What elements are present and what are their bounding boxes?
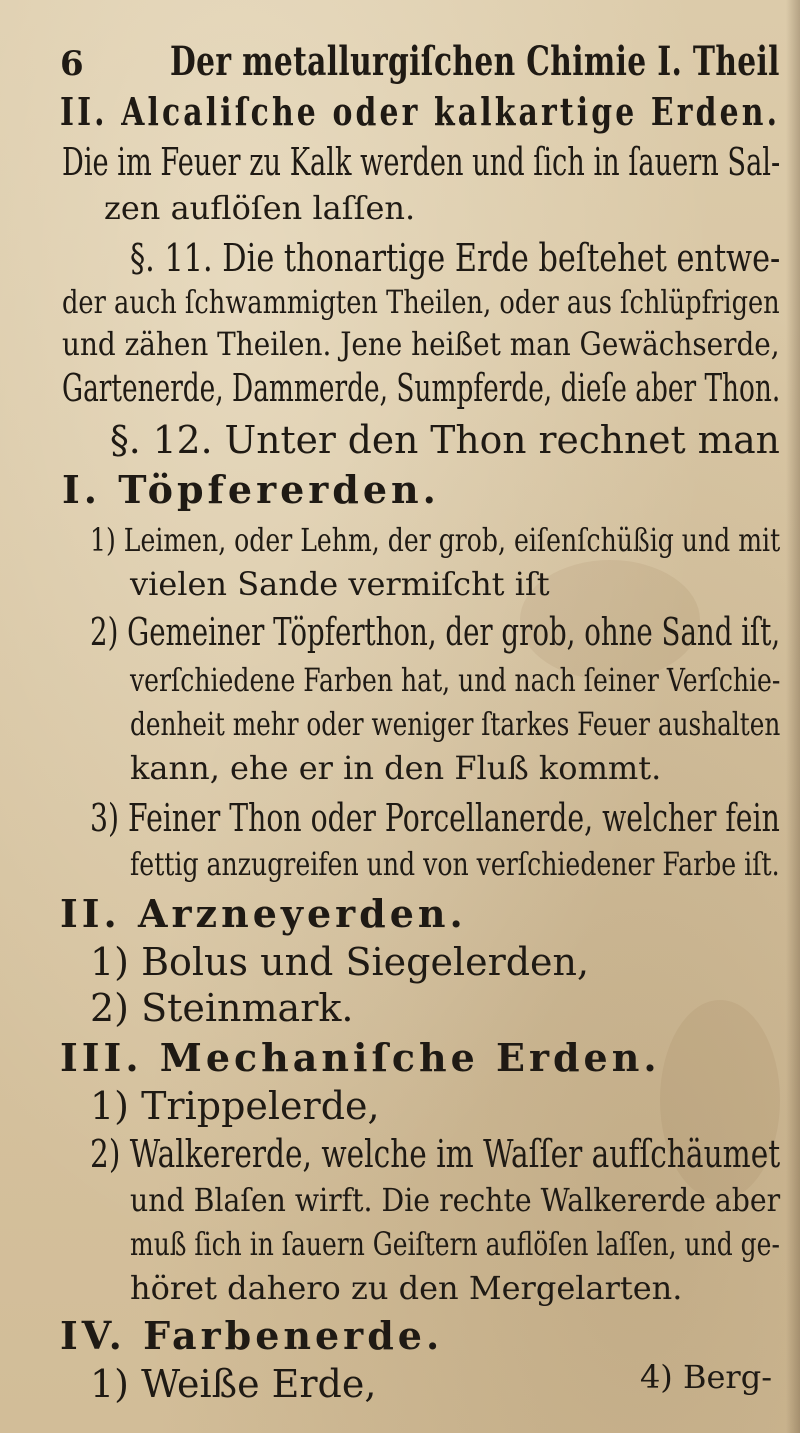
text-line: 1) Leimen, oder Lehm, der grob, eiſenſchüßig und mit [90,521,781,559]
page-title: Der metallurgiſchen Chimie I. Theil [170,38,780,85]
text-line: und zähen Theilen. Jene heißet man Gewächserde, [62,325,780,363]
text-line: 2) Gemeiner Töpferthon, der grob, ohne Sand iſt, [90,610,781,654]
text-line: 3) Feiner Thon oder Porcellanerde, welcher fein [90,796,780,840]
page-number: 6 [60,44,84,84]
text-line: §. 12. Unter den Thon rechnet man [110,418,780,462]
text-line: IV. Farbenerde. [60,1313,444,1358]
text-line: 1) Trippelerde, [90,1084,380,1128]
text-line: I. Töpfererden. [62,467,440,512]
text-line: 1) Bolus und Siegelerden, [90,940,590,984]
text-line: denheit mehr oder weniger ſtarkes Feuer aushalten [130,705,781,743]
text-line: II. Alcaliſche oder kalkartige Erden. [60,89,781,134]
text-line: III. Mechaniſche Erden. [60,1035,661,1080]
text-line: fettig anzugreifen und von verſchiedener Farbe iſt. [130,845,780,883]
text-line: kann, ehe er in den Fluß kommt. [130,749,662,787]
text-line: 2) Walkererde, welche im Waſſer aufſchäumet [90,1132,781,1176]
text-line: 2) Steinmark. [90,986,354,1030]
text-line: der auch ſchwammigten Theilen, oder aus ſchlüpfrigen [62,283,780,321]
text-line: §. 11. Die thonartige Erde beſtehet entwe- [130,236,781,280]
text-line: 1) Weiße Erde, [90,1362,377,1406]
text-line: vielen Sande vermiſcht iſt [130,565,550,603]
text-line: höret dahero zu den Mergelarten. [130,1269,683,1307]
text-line: Gartenerde, Dammerde, Sumpferde, dieſe aber Thon. [62,366,781,410]
text-line: zen auflöſen laſſen. [104,189,416,227]
text-line: muß ſich in ſauern Geiſtern auflöſen laſſen, und ge- [130,1225,780,1263]
text-line: Die im Feuer zu Kalk werden und ſich in ſauern Sal- [62,140,781,184]
catchword: 4) Berg- [639,1358,772,1396]
text-line: II. Arzneyerden. [60,891,467,936]
text-line: verſchiedene Farben hat, und nach ſeiner Verſchie- [130,661,781,699]
text-line: und Blaſen wirft. Die rechte Walkererde aber [130,1181,781,1219]
running-head [60,38,780,88]
